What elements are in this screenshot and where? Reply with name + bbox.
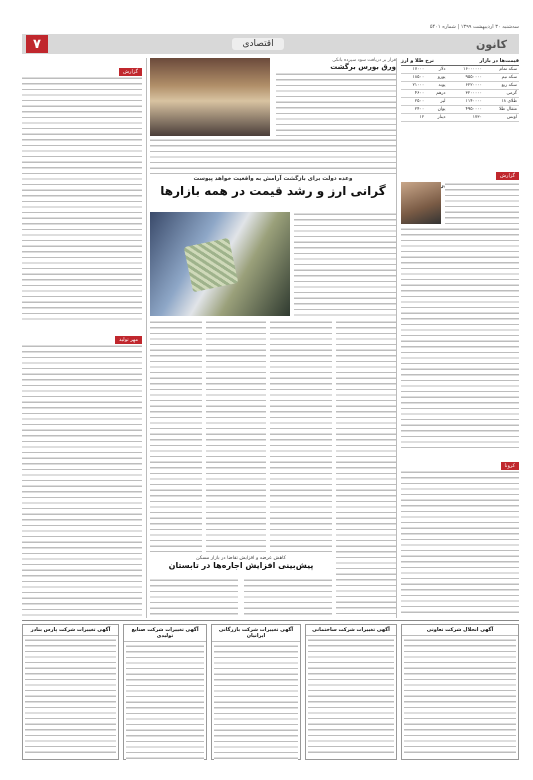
bottom-kicker: کاهش عرضه و افزایش تقاضا در بازار مسکن: [196, 556, 286, 561]
side-headline: در: [440, 183, 447, 189]
story-body-text: [150, 138, 396, 174]
story-kicker: قرار بر دریافت سود سپرده بانکی: [332, 58, 396, 63]
ad-title: آگهی تغییرات شرکت پارس بنادر: [23, 625, 118, 636]
currency-title2: نرخ طلا و ارز: [401, 58, 434, 64]
portrait-photo: [401, 182, 441, 224]
story-body-text: [206, 320, 266, 552]
side-body-text: [401, 470, 519, 615]
table-row: سکه نیم ۹۵۵۰۰۰۰ یورو ۱۸۵۰۰: [401, 74, 519, 82]
currency-title: قیمت‌ها در بازار: [479, 58, 519, 64]
story-body-text: [294, 212, 396, 316]
bottom-story-header: [150, 556, 332, 570]
currency-table: [401, 66, 519, 122]
main-headline: گرانی ارز و رشد قیمت در همه بازارها: [160, 184, 386, 198]
section-title: اقتصادی: [232, 38, 283, 50]
section-label: مهر تولید: [115, 336, 142, 344]
main-story-header: [150, 176, 396, 198]
page-header: [22, 34, 519, 54]
bottom-headline: پیش‌بینی افزایش اجاره‌ها در تابستان: [168, 561, 314, 570]
side-body-text: [445, 182, 519, 224]
main-photo: [150, 212, 290, 316]
brand-logo: کانون: [476, 37, 507, 51]
story-body-text: [150, 320, 202, 552]
table-row: سکه تمام ۱۶۰۰۰۰۰۰ دلار ۱۷۰۰۰: [401, 66, 519, 74]
side-body-text: [401, 227, 519, 449]
column-rule: [146, 58, 147, 618]
ad-box: [211, 624, 301, 760]
ad-box: [401, 624, 519, 760]
ad-box: [123, 624, 207, 760]
issue-info-line: [22, 22, 519, 32]
top-left-story: [276, 58, 396, 71]
table-row: گرمی ۳۲۰۰۰۰۰ درهم ۴۶۰۰: [401, 90, 519, 98]
story-body-text: [150, 578, 238, 616]
table-row: سکه ربع ۶۲۲۰۰۰۰ پوند ۲۱۰۰۰: [401, 82, 519, 90]
side-body-text: [22, 76, 142, 322]
story-body-text: [336, 320, 396, 616]
table-row: طلای ۱۸ ۱۱۴۰۰۰۰ لیر ۲۵۰۰: [401, 98, 519, 106]
ad-title: آگهی تغییرات شرکت صنایع تولیدی: [124, 625, 206, 642]
section-label: گزارش: [496, 172, 519, 180]
page-number: ۷: [26, 35, 48, 53]
ad-title: آگهی انحلال شرکت تعاونی: [402, 625, 518, 636]
ad-box: [22, 624, 119, 760]
ads-divider: [22, 620, 519, 621]
story-body-text: [276, 72, 396, 136]
table-row: مثقال طلا ۴۹۵۰۰۰۰ یوان ۲۴۰۰: [401, 106, 519, 114]
ad-title: آگهی تغییرات شرکت بازرگانی ایرانیان: [212, 625, 300, 642]
section-label: کرونا: [501, 462, 519, 470]
side-body-text: [22, 344, 142, 616]
story-headline: ورق بورس برگشت: [330, 63, 396, 71]
market-photo: [150, 58, 270, 136]
main-kicker: وعده دولت برای بازگشت آرامش به واقعیت خواهد پیوست: [193, 176, 353, 182]
ad-title: آگهی تغییرات شرکت ساختمانی: [306, 625, 396, 636]
newspaper-page: [22, 22, 519, 762]
story-body-text: [270, 320, 332, 552]
banknotes-image: [184, 238, 239, 293]
section-label: گزارش: [119, 68, 142, 76]
issue-info: سه‌شنبه ۳۰ اردیبهشت ۱۳۹۹ | شماره ۵۴۰۱: [429, 24, 519, 30]
ad-box: [305, 624, 397, 760]
story-body-text: [244, 578, 332, 616]
currency-box: [401, 58, 519, 162]
table-row: اونس ۱۷۳۰ دینار ۱۲: [401, 114, 519, 122]
column-rule: [396, 58, 397, 618]
